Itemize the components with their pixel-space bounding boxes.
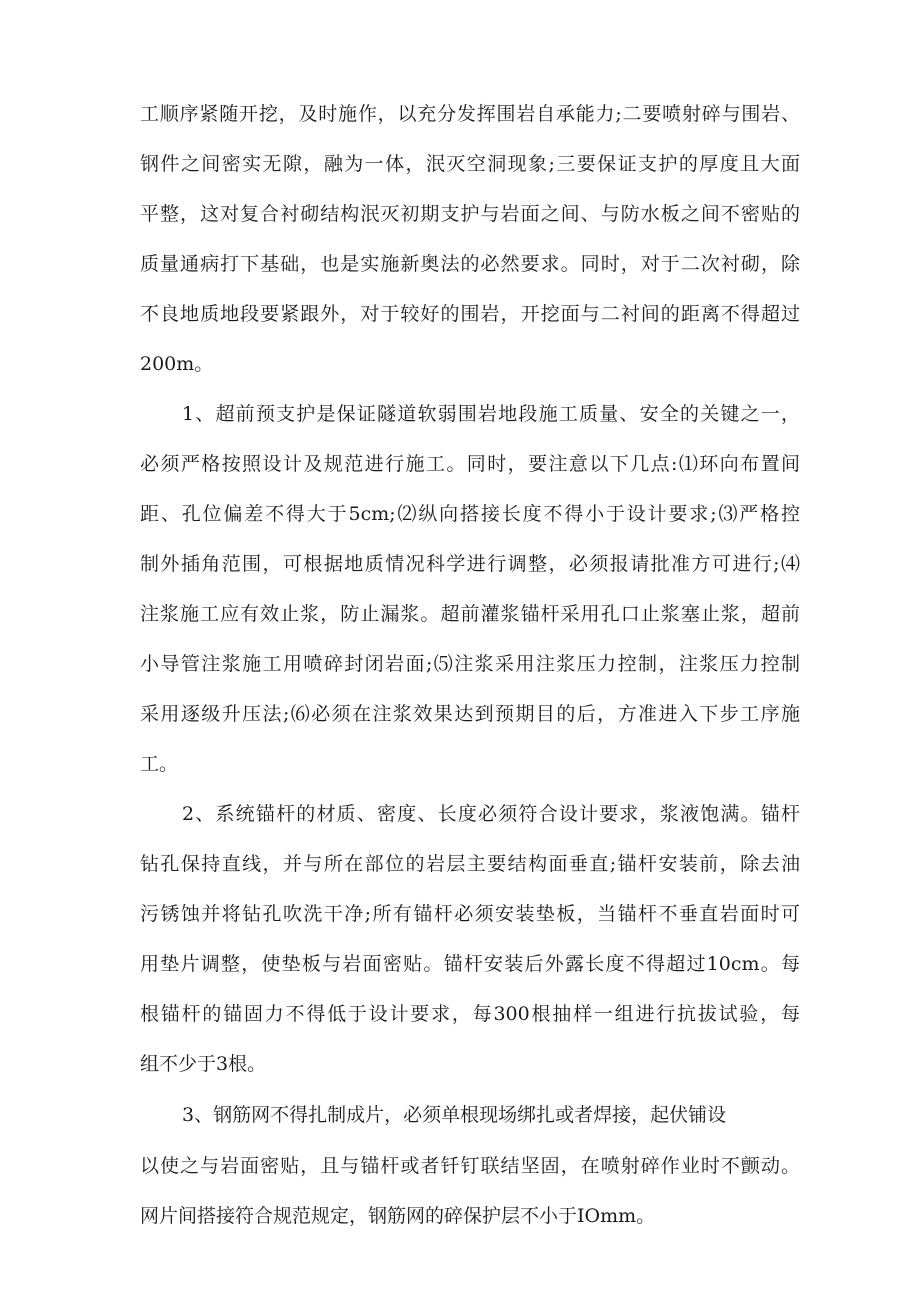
text-line: 根锚杆的锚固力不得低于设计要求，每300根抽样一组进行抗拔试验，每 bbox=[140, 1003, 800, 1025]
text-line: 用垫片调整，使垫板与岩面密贴。锚杆安装后外露长度不得超过10cm。每 bbox=[140, 953, 800, 975]
text-line: 小导管注浆施工用喷碎封闭岩面;⑸注浆采用注浆压力控制，注浆压力控制 bbox=[140, 653, 800, 675]
text-line: 不良地质地段要紧跟外，对于较好的围岩，开挖面与二衬间的距离不得超过 bbox=[140, 303, 800, 325]
text-line: 钻孔保持直线，并与所在部位的岩层主要结构面垂直;锚杆安装前，除去油 bbox=[140, 853, 800, 875]
text-line: 工顺序紧随开挖，及时施作，以充分发挥围岩自承能力;二要喷射碎与围岩、 bbox=[140, 103, 800, 125]
text-line: 200m。 bbox=[140, 353, 214, 375]
text-line: 采用逐级升压法;⑹必须在注浆效果达到预期目的后，方准进入下步工序施 bbox=[140, 703, 800, 725]
text-line: 网片间搭接符合规范规定，钢筋网的碎保护层不小于IOmm。 bbox=[140, 1205, 656, 1227]
text-line: 必须严格按照设计及规范进行施工。同时，要注意以下几点:⑴环向布置间 bbox=[140, 453, 800, 475]
text-line: 组不少于3根。 bbox=[140, 1053, 267, 1075]
text-line: 3、钢筋网不得扎制成片，必须单根现场绑扎或者焊接，起伏铺设 bbox=[182, 1104, 727, 1126]
text-line: 以使之与岩面密贴，且与锚杆或者钎钉联结坚固，在喷射碎作业时不颤动。 bbox=[140, 1155, 800, 1177]
text-line: 质量通病打下基础，也是实施新奥法的必然要求。同时，对于二次衬砌，除 bbox=[140, 253, 800, 275]
text-line: 工。 bbox=[140, 753, 179, 775]
text-line: 钢件之间密实无隙，融为一体，泯灭空洞现象;三要保证支护的厚度且大面 bbox=[140, 153, 800, 175]
text-line: 2、系统锚杆的材质、密度、长度必须符合设计要求，浆液饱满。锚杆 bbox=[182, 803, 800, 825]
text-line: 平整，这对复合衬砌结构泯灭初期支护与岩面之间、与防水板之间不密贴的 bbox=[140, 203, 800, 225]
text-line: 制外插角范围，可根据地质情况科学进行调整，必须报请批准方可进行;⑷ bbox=[140, 553, 800, 575]
text-line: 距、孔位偏差不得大于5cm;⑵纵向搭接长度不得小于设计要求;⑶严格控 bbox=[140, 503, 800, 525]
text-line: 污锈蚀并将钻孔吹洗干净;所有锚杆必须安装垫板，当锚杆不垂直岩面时可 bbox=[140, 903, 800, 925]
text-line: 1、超前预支护是保证隧道软弱围岩地段施工质量、安全的关键之一， bbox=[182, 403, 800, 425]
text-line: 注浆施工应有效止浆，防止漏浆。超前灌浆锚杆采用孔口止浆塞止浆，超前 bbox=[140, 603, 800, 625]
